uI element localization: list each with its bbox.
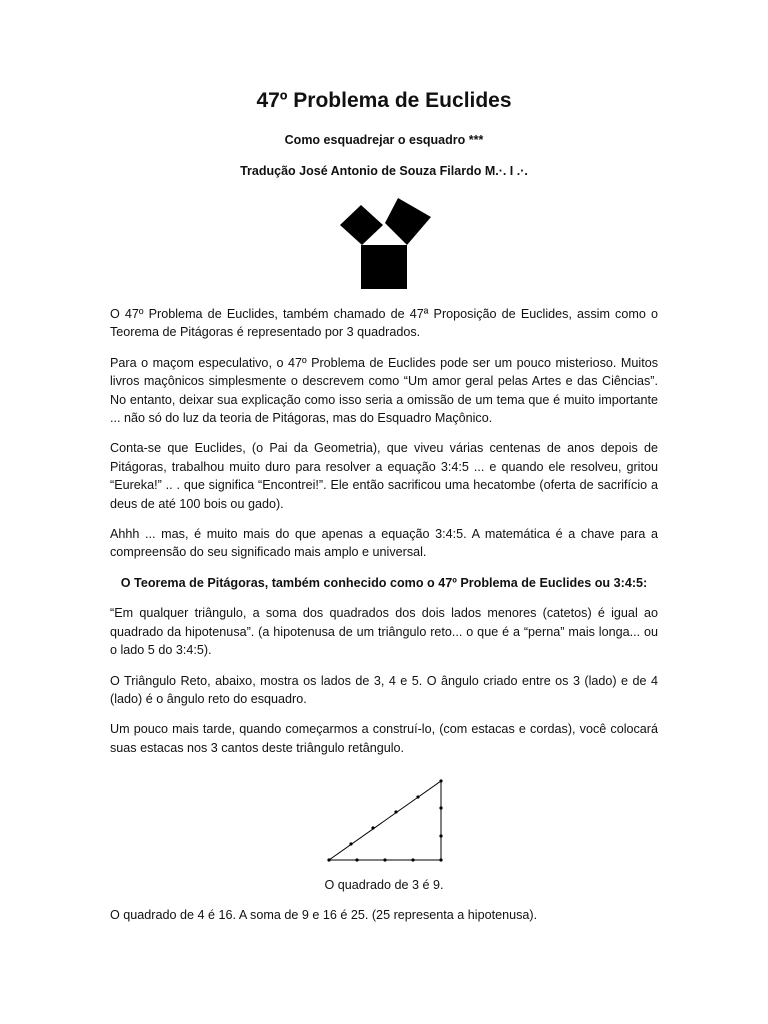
- right-triangle-figure: [326, 778, 446, 864]
- section-heading: O Teorema de Pitágoras, também conhecido como o 47º Problema de Euclides ou 3:4:5:: [120, 575, 648, 590]
- pythagorean-squares-figure: [337, 195, 433, 291]
- body-text: [110, 305, 658, 769]
- translator-credit: Tradução José Antonio de Souza Filardo M.·. I .·.: [240, 164, 528, 178]
- paragraph-5: “Em qualquer triângulo, a soma dos quadrados dos dois lados menores (catetos) é igual ao quadrado da hipotenusa”. (a hipotenusa de um triângulo reto... o que é a “perna” mais longa... ou o lado 5 do 3:4:5).: [110, 606, 658, 658]
- paragraph-1: O 47º Problema de Euclides, também chamado de 47ª Proposição de Euclides, assim como o Teorema de Pitágoras é representado por 3 quadrados.: [110, 307, 658, 340]
- document-subtitle: Como esquadrejar o esquadro ***: [284, 133, 484, 147]
- paragraph-2: Para o maçom especulativo, o 47º Problema de Euclides pode ser um pouco misterioso. Muitos livros maçônicos simplesmente o descrevem como “Um amor geral pelas Artes e das Ciências”. No entanto, deixar sua explicação como isso seria a omissão de um tema que é muito importante ... não só do luz da teoria de Pitágoras, mas do Esquadro Maçônico.: [110, 355, 658, 426]
- triangle-caption: O quadrado de 3 é 9.: [324, 878, 444, 892]
- paragraph-6: O Triângulo Reto, abaixo, mostra os lados de 3, 4 e 5. O ângulo criado entre os 3 (lado) e de 4 (lado) é o ângulo reto do esquadro.: [110, 673, 658, 706]
- right-leg-square: [385, 198, 431, 245]
- hypotenuse-square: [361, 245, 407, 289]
- paragraph-4: Ahhh ... mas, é muito mais do que apenas a equação 3:4:5. A matemática é a chave para a compreensão do seu significado mais amplo e universal.: [110, 527, 658, 560]
- paragraph-7: Um pouco mais tarde, quando começarmos a construí-lo, (com estacas e cordas), você colocará suas estacas nos 3 cantos deste triângulo retângulo.: [110, 722, 658, 755]
- left-leg-square: [340, 205, 383, 245]
- triangle-outline: [329, 781, 441, 860]
- document-title: 47º Problema de Euclides: [256, 89, 512, 112]
- final-line: O quadrado de 4 é 16. A soma de 9 e 16 é 25. (25 representa a hipotenusa).: [110, 908, 538, 922]
- paragraph-3: Conta-se que Euclides, (o Pai da Geometria), que viveu várias centenas de anos depois de Pitágoras, trabalhou muito duro para resolver a equação 3:4:5 ... e quando ele resolveu, gritou “Eureka!” .. . que significa “Encontrei!”. Ele então sacrificou uma hecatombe (oferta de sacrifício a deus de até 100 bois ou gado).: [110, 441, 658, 511]
